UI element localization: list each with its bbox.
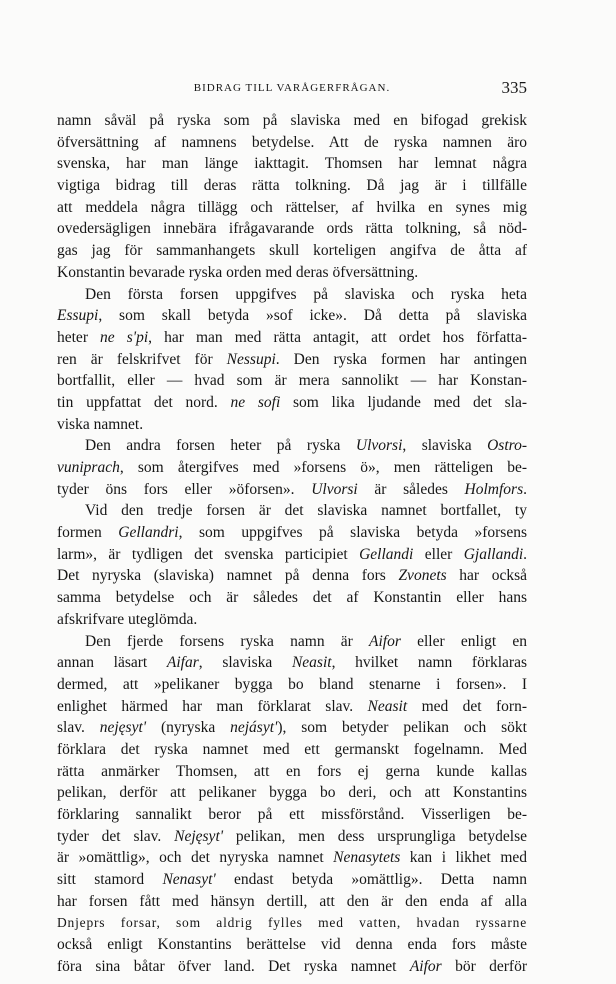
text-line bbox=[57, 284, 527, 306]
text-segment: heter bbox=[57, 328, 101, 346]
text-segment: sitt stamord bbox=[57, 871, 163, 889]
text-line bbox=[57, 934, 527, 956]
text-segment: Dnjeprs forsar, som aldrig fylles med vatten, hvadan ryssarne bbox=[57, 915, 527, 931]
text-segment: , hvilket namn förklaras bbox=[331, 654, 527, 672]
italic-term: nejásyt' bbox=[230, 719, 278, 737]
text-segment: vigtiga bidrag till deras rätta tolkning. Då jag är i tillfälle bbox=[57, 177, 527, 195]
text-segment: larm», är tydligen det svenska participiet bbox=[57, 545, 360, 563]
text-segment: , som uppgifves på slaviska betyda »forsens bbox=[178, 524, 527, 542]
text-line bbox=[57, 956, 527, 978]
text-segment: ), som betyder pelikan och sökt bbox=[277, 719, 527, 737]
italic-term: Gellandri bbox=[118, 524, 179, 542]
text-segment: eller bbox=[413, 545, 464, 563]
text-line bbox=[57, 197, 527, 219]
text-segment: öfversättning af namnens betydelse. Att de ryska namnen äro bbox=[57, 133, 527, 151]
text-segment: , slaviska bbox=[198, 654, 292, 672]
text-segment: formen bbox=[57, 524, 119, 542]
text-line bbox=[57, 327, 527, 349]
italic-term: Aifor bbox=[409, 957, 442, 975]
text-segment: namn såväl på ryska som på slaviska med en bifogad grekisk bbox=[57, 112, 527, 129]
text-line bbox=[57, 370, 527, 392]
italic-term: ne sofi bbox=[230, 393, 281, 411]
text-line bbox=[57, 696, 527, 718]
italic-term: Nejęsyt' bbox=[174, 827, 224, 845]
text-segment: , slaviska bbox=[402, 437, 488, 455]
italic-term: Ostro- bbox=[487, 437, 527, 455]
text-segment: , som skall betyda »sof icke». Då detta på slaviska bbox=[98, 307, 527, 325]
text-segment: föra sina båtar öfver land. Det ryska namnet bbox=[57, 957, 410, 975]
page-header bbox=[57, 78, 527, 100]
text-segment: (nyryska bbox=[146, 719, 231, 737]
text-segment: . bbox=[523, 480, 527, 498]
text-segment: Den första forsen uppgifves på slaviska och ryska heta bbox=[85, 285, 527, 303]
text-segment: är således bbox=[357, 480, 465, 498]
text-segment: har forsen fått med hänsyn dertill, att den är den enda af alla bbox=[57, 892, 527, 910]
text-line bbox=[57, 522, 527, 544]
text-segment: som lika ljudande med det sla- bbox=[280, 393, 527, 411]
text-segment: afskrifvare uteglömda. bbox=[57, 610, 198, 628]
text-line bbox=[57, 132, 527, 154]
text-line bbox=[57, 500, 527, 522]
italic-term: Neasit bbox=[291, 654, 332, 672]
text-segment: förklara det ryska namnet med ett germanskt fogelnamn. Med bbox=[57, 740, 527, 758]
italic-term: Gjallandi bbox=[463, 545, 524, 563]
text-segment: Vid den tredje forsen är det slaviska namnet bortfallet, ty bbox=[85, 502, 527, 520]
text-line bbox=[57, 349, 527, 371]
italic-term: Ulvorsi bbox=[311, 480, 358, 498]
text-segment: bortfallit, eller — hvad som är mera sannolikt — har Konstan- bbox=[57, 372, 527, 390]
italic-term: Aifar bbox=[166, 654, 199, 672]
italic-term: Essupi bbox=[57, 307, 99, 325]
italic-term: Nenasytets bbox=[333, 849, 401, 867]
text-segment: är »omättlig», och det nyryska namnet bbox=[57, 849, 334, 867]
text-segment: , som återgifves med »forsens ö», men rätteligen be- bbox=[119, 459, 527, 476]
text-line bbox=[57, 565, 527, 587]
text-line bbox=[57, 305, 527, 327]
text-segment: bör derför bbox=[441, 957, 527, 975]
text-segment: Det nyryska (slaviska) namnet på denna fors bbox=[57, 567, 399, 585]
text-line bbox=[57, 457, 527, 479]
text-line bbox=[57, 804, 527, 826]
text-segment: kan i likhet med bbox=[400, 849, 527, 867]
text-segment: tyder öns fors eller »öforsen». bbox=[57, 480, 312, 498]
text-segment: Den fjerde forsens ryska namn är bbox=[85, 632, 370, 650]
text-line bbox=[57, 652, 527, 674]
text-segment: endast betyda »omättlig». Detta namn bbox=[215, 871, 527, 889]
text-line bbox=[57, 110, 527, 132]
text-segment: enlighet härmed har man förklarat slav. bbox=[57, 697, 368, 715]
italic-term: Ulvorsi bbox=[355, 437, 403, 455]
page-number: 335 bbox=[501, 78, 527, 97]
text-segment: också enligt Konstantins berättelse vid denna enda fors måste bbox=[57, 936, 527, 954]
text-segment: Konstantin bevarade ryska orden med deras öfversättning. bbox=[57, 263, 419, 281]
text-line bbox=[57, 826, 527, 848]
text-segment: tyder det slav. bbox=[57, 827, 175, 845]
running-title: BIDRAG TILL VARÅGERFRÅGAN. bbox=[193, 82, 391, 94]
text-segment: med det forn- bbox=[407, 697, 527, 715]
italic-term: Zvonets bbox=[398, 567, 447, 585]
text-line bbox=[57, 717, 527, 739]
text-segment: förklaring sannalikt beror på ett missförstånd. Visserligen be- bbox=[57, 806, 527, 823]
text-line bbox=[57, 609, 527, 631]
text-segment: annan läsart bbox=[57, 654, 167, 672]
text-line bbox=[57, 739, 527, 761]
italic-term: ne s'pi bbox=[100, 328, 149, 346]
text-segment: dermed, att »pelikaner bygga bo bland stenarne i forsen». I bbox=[57, 675, 527, 693]
text-line bbox=[57, 479, 527, 501]
text-segment: . Den ryska formen har antingen bbox=[275, 350, 527, 368]
text-segment: rätta anmärker Thomsen, att en fors ej gerna kunde kallas bbox=[57, 762, 527, 780]
text-line bbox=[57, 240, 527, 262]
text-line bbox=[57, 869, 527, 891]
italic-term: Nessupi bbox=[226, 350, 276, 368]
text-segment: pelikan, men dess ursprungliga betydelse bbox=[223, 827, 527, 845]
text-line bbox=[57, 435, 527, 457]
text-segment: ren är felskrifvet för bbox=[57, 350, 227, 368]
text-segment: viska namnet. bbox=[57, 415, 144, 433]
text-segment: pelikan, derför att pelikaner bygga bo deri, och att Konstantins bbox=[57, 784, 527, 802]
italic-term: Nenasyt' bbox=[162, 871, 216, 889]
text-line bbox=[57, 631, 527, 653]
text-segment: samma betydelse och är således det af Konstantin eller hans bbox=[57, 589, 527, 607]
text-line bbox=[57, 847, 527, 869]
text-segment: . bbox=[523, 545, 527, 563]
text-segment: svenska, har man länge iakttagit. Thomsen har lemnat några bbox=[57, 155, 527, 173]
text-line bbox=[57, 544, 527, 566]
text-line bbox=[57, 262, 527, 284]
text-segment: Den andra forsen heter på ryska bbox=[85, 437, 356, 455]
text-segment: slav. bbox=[57, 719, 100, 737]
text-line bbox=[57, 891, 527, 913]
text-line bbox=[57, 782, 527, 804]
text-segment: tin uppfattat det nord. bbox=[57, 393, 231, 411]
italic-term: Aifor bbox=[369, 632, 401, 650]
text-segment: , har man med rätta antagit, att ordet hos författa- bbox=[148, 328, 527, 346]
text-segment: gas jag för sammanhangets skull korteligen angifva de åtta af bbox=[57, 242, 527, 260]
text-line bbox=[57, 912, 527, 934]
italic-term: vuniprach bbox=[57, 459, 120, 476]
italic-term: nejęsyt' bbox=[99, 719, 147, 737]
text-line bbox=[57, 414, 527, 436]
text-segment: att meddela några tillägg och rättelser, af hvilka en synes mig bbox=[57, 198, 527, 216]
body-text bbox=[57, 110, 527, 978]
italic-term: Gellandi bbox=[359, 545, 414, 563]
text-line bbox=[57, 674, 527, 696]
italic-term: Holmfors bbox=[464, 480, 524, 498]
text-line bbox=[57, 153, 527, 175]
text-line bbox=[57, 587, 527, 609]
text-line bbox=[57, 218, 527, 240]
text-line bbox=[57, 392, 527, 414]
text-segment: ovedersägligen innebära ifrågavarande ords rätta tolkning, så nöd- bbox=[57, 220, 527, 238]
italic-term: Neasit bbox=[367, 697, 408, 715]
text-segment: har också bbox=[446, 567, 527, 585]
text-line bbox=[57, 175, 527, 197]
text-line bbox=[57, 761, 527, 783]
text-segment: eller enligt en bbox=[400, 632, 527, 650]
